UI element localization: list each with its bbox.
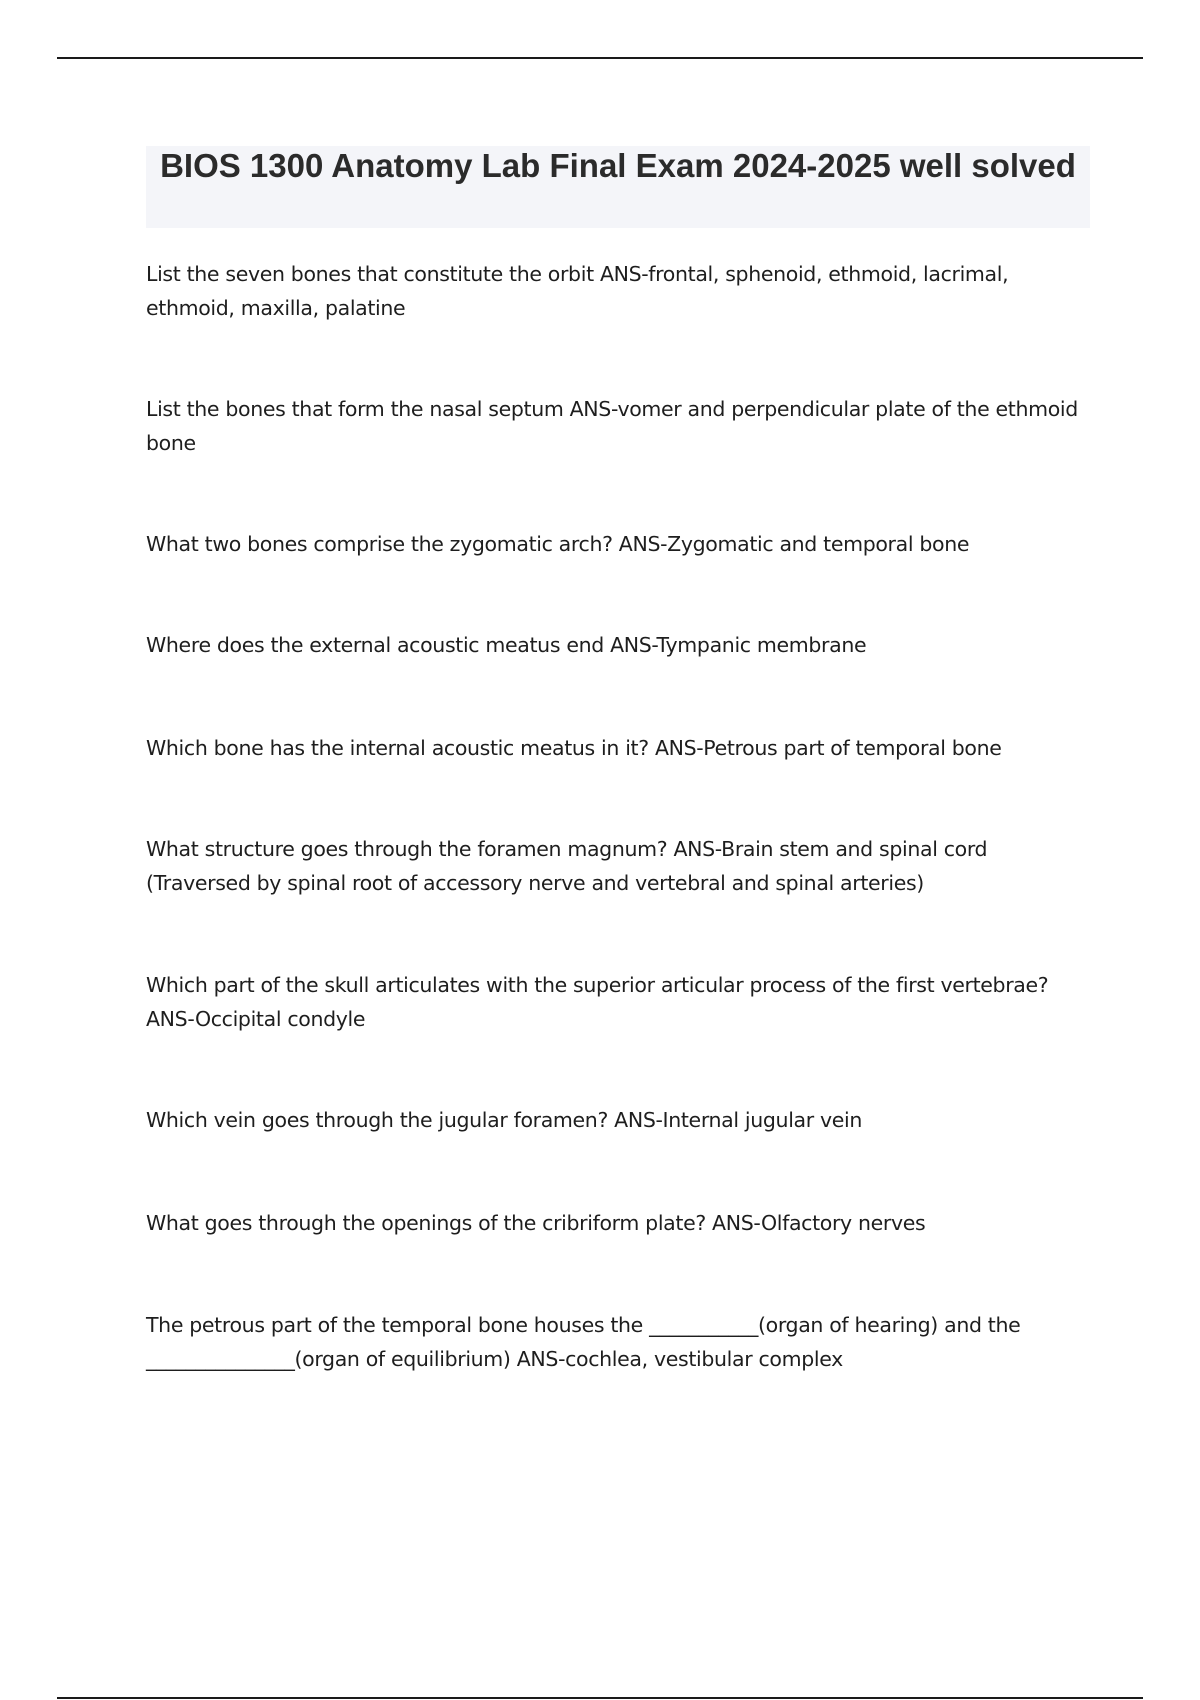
qa-item-8 [146,1103,1090,1137]
question-text: What structure goes through the foramen magnum? [146,837,668,861]
top-rule [57,57,1143,59]
answer-text: ANS-Brain stem and spinal cord (Traversed by spinal root of accessory nerve and vertebral and spinal arteries) [146,837,988,895]
answer-text: ANS-Olfactory nerves [712,1211,926,1235]
qa-item-2 [146,392,1090,460]
qa-item-1 [146,257,1090,325]
answer-text: ANS-Zygomatic and temporal bone [618,532,970,556]
qa-item-10 [146,1308,1090,1376]
qa-item-7 [146,968,1090,1036]
answer-text: ANS-cochlea, vestibular complex [516,1347,843,1371]
question-text: List the seven bones that constitute the orbit [146,262,594,286]
answer-text: ANS-Tympanic membrane [610,633,867,657]
answer-text: ANS-frontal, sphenoid, ethmoid, lacrimal, ethmoid, maxilla, palatine [146,262,1009,320]
question-text: Where does the external acoustic meatus end [146,633,604,657]
answer-text: ANS-Occipital condyle [146,1007,366,1031]
question-text: Which part of the skull articulates with the superior articular process of the first vertebrae? [146,973,1049,997]
answer-text: ANS-vomer and perpendicular plate of the ethmoid bone [146,397,1078,455]
title-banner [146,146,1090,228]
question-text: Which vein goes through the jugular foramen? [146,1108,608,1132]
answer-text: ANS-Internal jugular vein [614,1108,863,1132]
qa-item-4 [146,628,1090,662]
qa-item-9 [146,1206,1090,1240]
question-text: The petrous part of the temporal bone houses the ___________(organ of hearing) and the _______________(organ of equilibrium) [146,1313,1021,1371]
question-text: What goes through the openings of the cribriform plate? [146,1211,706,1235]
bottom-rule [57,1697,1143,1699]
question-text: List the bones that form the nasal septum [146,397,564,421]
question-text: Which bone has the internal acoustic meatus in it? [146,736,649,760]
page-title: BIOS 1300 Anatomy Lab Final Exam 2024-2025 well solved [160,147,1076,184]
answer-text: ANS-Petrous part of temporal bone [654,736,1002,760]
qa-item-6 [146,832,1090,900]
question-text: What two bones comprise the zygomatic arch? [146,532,613,556]
qa-item-3 [146,527,1090,561]
qa-item-5 [146,731,1090,765]
